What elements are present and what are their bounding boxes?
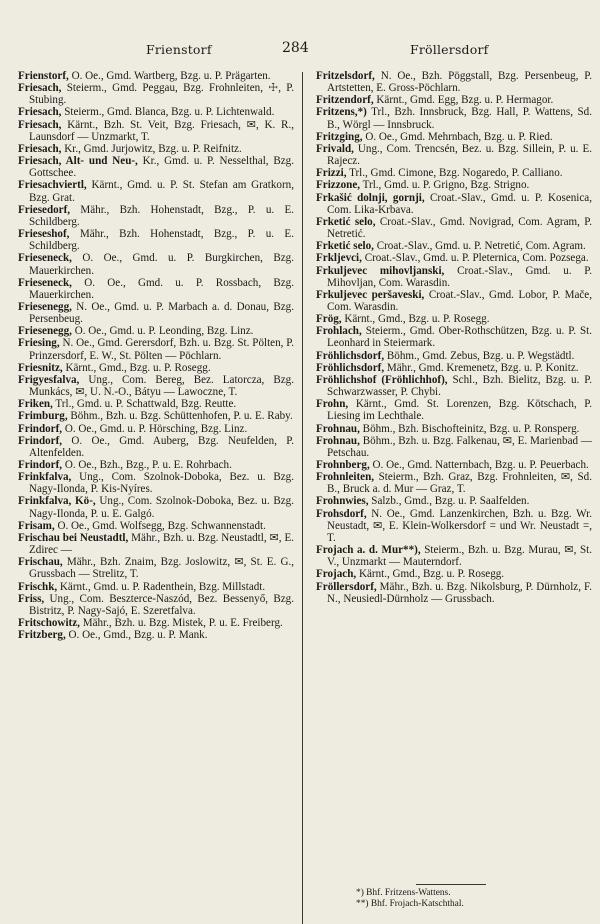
gazetteer-entry [18, 337, 294, 361]
entry-details: Steierm., Gmd. Ober-Rothschützen, Bzg. u. P. St. Leonhard in Steiermark. [327, 325, 592, 350]
entry-details: Ung., Com. Trencsén, Bez. u. Bzg. Sillein, P. u. E. Rajecz. [327, 142, 592, 168]
gazetteer-entry [18, 70, 294, 82]
entry-place-name: Frivald, [316, 142, 354, 155]
entry-place-name: Friesach, Alt- und Neu-, [18, 155, 138, 168]
entry-details: Mähr., Gmd. Kremenetz, Bzg. u. P. Konitz. [386, 361, 579, 374]
gazetteer-entry [18, 119, 294, 143]
entry-details: Kr., Gmd. Jurjowitz, Bzg. u. P. Reifnitz. [64, 142, 242, 155]
entry-details: Kärnt., Gmd. St. Lorenzen, Bzg. Kötschach, P. Liesing im Lechthale. [327, 398, 592, 423]
gazetteer-entry [18, 179, 294, 203]
gazetteer-entry [316, 459, 592, 471]
gazetteer-entry [316, 289, 592, 313]
gazetteer-entry [316, 350, 592, 362]
entry-place-name: Frohsdorf, [316, 507, 367, 520]
entry-details: O. Oe., Gmd., Bzg. u. P. Mank. [68, 629, 208, 642]
gazetteer-entry [18, 362, 294, 374]
entry-details: Croat.-Slav., Gmd. Lobor, P. Mače, Com. Warasdin. [327, 288, 592, 313]
gazetteer-entry [18, 593, 294, 617]
entry-details: Ung., Com. Szolnok-Doboka, Bez. u. Bzg. Nagy-Ilonda, P. u. E. Galgó. [29, 495, 294, 520]
entry-details: O. Oe., Bzh., Bzg., P. u. E. Rohrbach. [64, 459, 232, 471]
gazetteer-entry [316, 568, 592, 580]
entry-details: N. Oe., Gmd. u. P. Marbach a. d. Donau, Bzg. Persenbeug. [29, 300, 294, 326]
left-column [18, 70, 294, 641]
entry-place-name: Frohnau, [316, 422, 360, 435]
entry-place-name: Frischk, [18, 580, 58, 593]
entry-details: Croat.-Slav., Gmd. u. P. Netretić, Com. Agram. [376, 240, 586, 253]
entry-details: O. Oe., Gmd. u. P. Leonding, Bzg. Linz. [74, 325, 254, 338]
entry-place-name: Frischau bei Neustadtl, [18, 531, 129, 544]
gazetteer-entry [18, 277, 294, 301]
entry-details: Steierm., Gmd. Blanca, Bzg. u. P. Lichtenwald. [64, 106, 275, 119]
entry-details: Steierm., Gmd. Peggau, Bzg. Frohnleiten, ☩, P. Stubing. [29, 82, 294, 107]
entry-place-name: Frizzone, [316, 179, 361, 192]
gazetteer-entry [18, 398, 294, 410]
entry-details: O. Oe., Gmd. u. P. Rossbach, Bzg. Mauerkirchen. [29, 276, 295, 301]
entry-place-name: Frkuljevec mihovljanski, [316, 264, 445, 277]
gazetteer-entry [316, 252, 592, 264]
entry-details: O. Oe., Gmd. Mehrnbach, Bzg. u. P. Ried. [365, 130, 553, 143]
entry-details: Croat.-Slav., Gmd. u. P. Kosenica, Com. Lika-Krbava. [327, 191, 592, 216]
entry-place-name: Fritzendorf, [316, 94, 374, 107]
entry-details: Salzb., Gmd., Bzg. u. P. Saalfelden. [371, 495, 530, 508]
entry-details: Trl., Gmd. u. P. Grigno, Bzg. Strigno. [362, 179, 530, 192]
entry-details: Kärnt., Gmd. Egg, Bzg. u. P. Hermagor. [376, 94, 554, 107]
footnote-rule [416, 884, 486, 885]
entry-details: Böhm., Bzh. u. Bzg. Falkenau, ✉, E. Marienbad — Petschau. [327, 434, 593, 459]
entry-details: Böhm., Gmd. Zebus, Bzg. u. P. Wegstädtl. [386, 349, 575, 362]
entry-place-name: Frigyesfalva, [18, 373, 80, 386]
entry-details: Schl., Bzh. Bielitz, Bzg. u. P. Schwarzwasser, P. Chybi. [327, 373, 592, 399]
gazetteer-entry [316, 240, 592, 252]
gazetteer-entry [18, 495, 294, 519]
entry-details: O. Oe., Gmd. u. P. Burgkirchen, Bzg. Mauerkirchen. [29, 252, 294, 277]
entry-place-name: Frketić selo, [316, 240, 374, 253]
entry-details: Steierm., Bzh. Graz, Bzg. Frohnleiten, ✉, Sd. B., Bruck a. d. Mur — Graz, T. [327, 471, 592, 496]
page-header [0, 40, 600, 62]
entry-details: Croat.-Slav., Gmd. Novigrad, Com. Agram, P. Netretić. [327, 215, 592, 241]
gazetteer-entry [18, 325, 294, 337]
gazetteer-entry [18, 204, 294, 228]
gazetteer-entry [18, 617, 294, 629]
entry-place-name: Friesedorf, [18, 203, 71, 216]
entry-place-name: Frieseshof, [18, 228, 70, 241]
gazetteer-entry [18, 532, 294, 556]
entry-details: Ung., Com. Beszterce-Naszód, Bez. Bessenyő, Bzg. Bistritz, P. Nagy-Sajó, E. Szeretfalva. [29, 592, 294, 617]
header-first-entry: Frienstorf [146, 42, 212, 57]
entry-place-name: Friesenegg, [18, 325, 72, 338]
gazetteer-entry [18, 410, 294, 422]
gazetteer-entry [316, 423, 592, 435]
gazetteer-entry [18, 629, 294, 641]
entry-place-name: Friesing, [18, 337, 60, 350]
entry-place-name: Frohnau, [316, 434, 360, 447]
gazetteer-entry [316, 179, 592, 191]
entry-details: Mähr., Bzh. u. Bzg. Neustadtl, ✉, E. Zdirec — [29, 531, 295, 557]
entry-place-name: Frohlach, [316, 325, 362, 338]
gazetteer-entry [18, 435, 294, 459]
gazetteer-entry [316, 362, 592, 374]
footnotes [316, 884, 592, 910]
entry-details: N. Oe., Gmd. Lanzenkirchen, Bzh. u. Bzg. Wr. Neustadt, ✉, E. Klein-Wolkersdorf = und Wr. Neustadt =, T. [327, 507, 592, 544]
entry-place-name: Friesach, [18, 106, 62, 119]
entry-place-name: Frög, [316, 313, 342, 326]
entry-details: Steierm., Bzh. u. Bzg. Murau, ✉, St. V., Unzmarkt — Mauterndorf. [327, 544, 593, 569]
entry-place-name: Frindorf, [18, 434, 63, 447]
gazetteer-entry [18, 581, 294, 593]
gazetteer-entry [18, 155, 294, 179]
gazetteer-entry [18, 459, 294, 471]
entry-details: Croat.-Slav., Gmd. u. P. Pleternica, Com. Pozsega. [364, 252, 589, 265]
entry-details: O. Oe., Gmd. Wolfsegg, Bzg. Schwannenstadt. [57, 519, 266, 532]
entry-place-name: Frischau, [18, 556, 63, 569]
entry-details: Mähr., Bzh. Hohenstadt, Bzg., P. u. E. Schildberg. [29, 228, 294, 253]
footnote-2: **) Bhf. Frojach-Katschthal. [356, 899, 464, 909]
gazetteer-entry [316, 265, 592, 289]
entry-details: Kärnt., Gmd., Bzg. u. P. Rosegg. [65, 361, 211, 374]
entry-place-name: Frieseneck, [18, 276, 72, 289]
entry-details: Kärnt., Bzh. St. Veit, Bzg. Friesach, ✉, K. R., Launsdorf — Unzmarkt, T. [29, 118, 294, 143]
gazetteer-entry [18, 471, 294, 495]
entry-place-name: Fröhlichsdorf, [316, 349, 385, 362]
entry-details: N. Oe., Bzh. Pöggstall, Bzg. Persenbeug, P. Artstetten, E. Gross-Pöchlarn. [327, 70, 592, 95]
entry-place-name: Frinkfalva, [18, 471, 72, 484]
entry-place-name: Friesnitz, [18, 361, 63, 374]
column-divider [302, 72, 303, 924]
gazetteer-entry [316, 544, 592, 568]
gazetteer-entry [316, 581, 592, 605]
entry-place-name: Frinkfalva, Kö-, [18, 495, 96, 508]
entry-place-name: Fröhlichsdorf, [316, 361, 385, 374]
gazetteer-entry [18, 374, 294, 398]
entry-place-name: Frimburg, [18, 410, 68, 423]
gazetteer-entry [18, 228, 294, 252]
entry-details: O. Oe., Gmd. u. P. Hörsching, Bzg. Linz. [64, 422, 248, 435]
entry-place-name: Fröllersdorf, [316, 580, 377, 593]
gazetteer-entry [18, 143, 294, 155]
entry-place-name: Friken, [18, 398, 53, 411]
entry-details: Kärnt., Gmd., Bzg. u. P. Rosegg. [344, 313, 490, 326]
entry-place-name: Frojach a. d. Mur**), [316, 544, 421, 557]
entry-place-name: Fritschowitz, [18, 617, 80, 630]
entry-details: Böhm., Bzh. u. Bzg. Schüttenhofen, P. u. E. Raby. [70, 410, 293, 423]
entry-details: Croat.-Slav., Gmd. u. P. Mihovljan, Com. Warasdin. [327, 264, 592, 289]
entry-place-name: Frienstorf, [18, 70, 69, 82]
gazetteer-entry [316, 495, 592, 507]
entry-place-name: Friss, [18, 592, 45, 605]
gazetteer-entry [18, 301, 294, 325]
entry-place-name: Friesachviertl, [18, 179, 87, 192]
entry-place-name: Friesach, [18, 142, 62, 155]
entry-details: Böhm., Bzh. Bischofteinitz, Bzg. u. P. Ronsperg. [362, 422, 580, 435]
entry-place-name: Fritzelsdorf, [316, 70, 375, 82]
entry-details: Mähr., Bzh. u. Bzg. Mistek, P. u. E. Freiberg. [82, 617, 283, 630]
entry-place-name: Frisam, [18, 519, 55, 532]
entry-place-name: Frieseneck, [18, 252, 72, 265]
entry-details: Ung., Com. Bereg, Bez. Latorcza, Bzg. Munkács, ✉, U. N.-O., Bátyu — Lawoczne, T. [29, 373, 294, 399]
entry-place-name: Friesach, [18, 82, 62, 95]
entry-details: O. Oe., Gmd. Natternbach, Bzg. u. P. Peuerbach. [372, 459, 589, 471]
entry-place-name: Frojach, [316, 568, 357, 581]
entry-place-name: Frohnberg, [316, 459, 370, 471]
gazetteer-entry [316, 106, 592, 130]
entry-place-name: Fröhlichshof (Fröhlichhof), [316, 373, 448, 386]
entry-place-name: Fritzging, [316, 130, 363, 143]
gazetteer-entry [316, 167, 592, 179]
gazetteer-entry [316, 508, 592, 544]
gazetteer-entry [316, 143, 592, 167]
gazetteer-entry [316, 435, 592, 459]
gazetteer-entry [18, 520, 294, 532]
entry-place-name: Fritzens,*) [316, 106, 367, 119]
entry-details: Kärnt., Gmd. u. P. St. Stefan am Gratkorn, Bzg. Grat. [29, 179, 294, 204]
entry-details: O. Oe., Gmd. Wartberg, Bzg. u. P. Prägarten. [71, 70, 271, 82]
page-number: 284 [282, 40, 309, 56]
gazetteer-entry [18, 556, 294, 580]
entry-place-name: Frohnleiten, [316, 471, 375, 484]
gazetteer-entry [316, 94, 592, 106]
entry-place-name: Fritzberg, [18, 629, 66, 642]
gazetteer-entry [316, 70, 592, 94]
entry-place-name: Frohnwies, [316, 495, 369, 508]
gazetteer-entry [316, 374, 592, 398]
entry-place-name: Frohn, [316, 398, 349, 411]
entry-details: Trl., Gmd. Cimone, Bzg. Nogaredo, P. Calliano. [349, 167, 563, 180]
entry-place-name: Frizzi, [316, 167, 347, 180]
entry-place-name: Friesach, [18, 118, 62, 131]
gazetteer-entry [316, 313, 592, 325]
entry-place-name: Frkuljevec peršaveski, [316, 288, 425, 301]
entry-details: O. Oe., Gmd. Auberg, Bzg. Neufelden, P. Altenfelden. [29, 434, 294, 459]
gazetteer-entry [18, 252, 294, 276]
gazetteer-entry [18, 423, 294, 435]
gazetteer-entry [18, 106, 294, 118]
gazetteer-entry [316, 192, 592, 216]
entry-details: Ung., Com. Szolnok-Doboka, Bez. u. Bzg. Nagy-Ilonda, P. Kis-Nyíres. [29, 471, 294, 496]
entry-place-name: Frindorf, [18, 422, 63, 435]
footnote-1: *) Bhf. Fritzens-Wattens. [356, 888, 451, 898]
gazetteer-entry [316, 216, 592, 240]
entry-details: Kärnt., Gmd., Bzg. u. P. Rosegg. [358, 568, 505, 581]
entry-details: N. Oe., Gmd. Gerersdorf, Bzh. u. Bzg. St. Pölten, P. Prinzersdorf, E. W., St. Pölten — Pöchlarn. [29, 337, 294, 362]
entry-place-name: Friesenegg, [18, 300, 72, 313]
entry-place-name: Frkljevci, [316, 252, 362, 265]
entry-details: Mähr., Bzh. u. Bzg. Nikolsburg, P. Dürnholz, F. N., Neusiedl-Dürnholz — Grussbach. [327, 580, 593, 605]
gazetteer-entry [316, 131, 592, 143]
gazetteer-entry [316, 398, 592, 422]
entry-details: Kärnt., Gmd. u. P. Radenthein, Bzg. Millstadt. [59, 580, 266, 593]
entry-details: Mähr., Bzh. Znaim, Bzg. Joslowitz, ✉, St. E. G., Grussbach — Strelitz, T. [29, 556, 294, 581]
header-last-entry: Fröllersdorf [410, 42, 489, 57]
gazetteer-entry [316, 471, 592, 495]
right-column [316, 70, 592, 605]
entry-place-name: Frketić selo, [316, 215, 376, 228]
entry-details: Kr., Gmd. u. P. Nesselthal, Bzg. Gottschee. [29, 155, 295, 180]
entry-details: Mähr., Bzh. Hohenstadt, Bzg., P. u. E. Schildberg. [29, 203, 294, 228]
gazetteer-entry [316, 325, 592, 349]
entry-details: Trl., Gmd. u. P. Schattwald, Bzg. Reutte. [55, 398, 237, 411]
entry-place-name: Frindorf, [18, 459, 63, 471]
entry-details: Trl., Bzh. Innsbruck, Bzg. Hall, P. Wattens, Sd. B., Wörgl — Innsbruck. [327, 106, 592, 131]
entry-place-name: Frkašić dolnji, gornji, [316, 191, 425, 204]
gazetteer-entry [18, 82, 294, 106]
